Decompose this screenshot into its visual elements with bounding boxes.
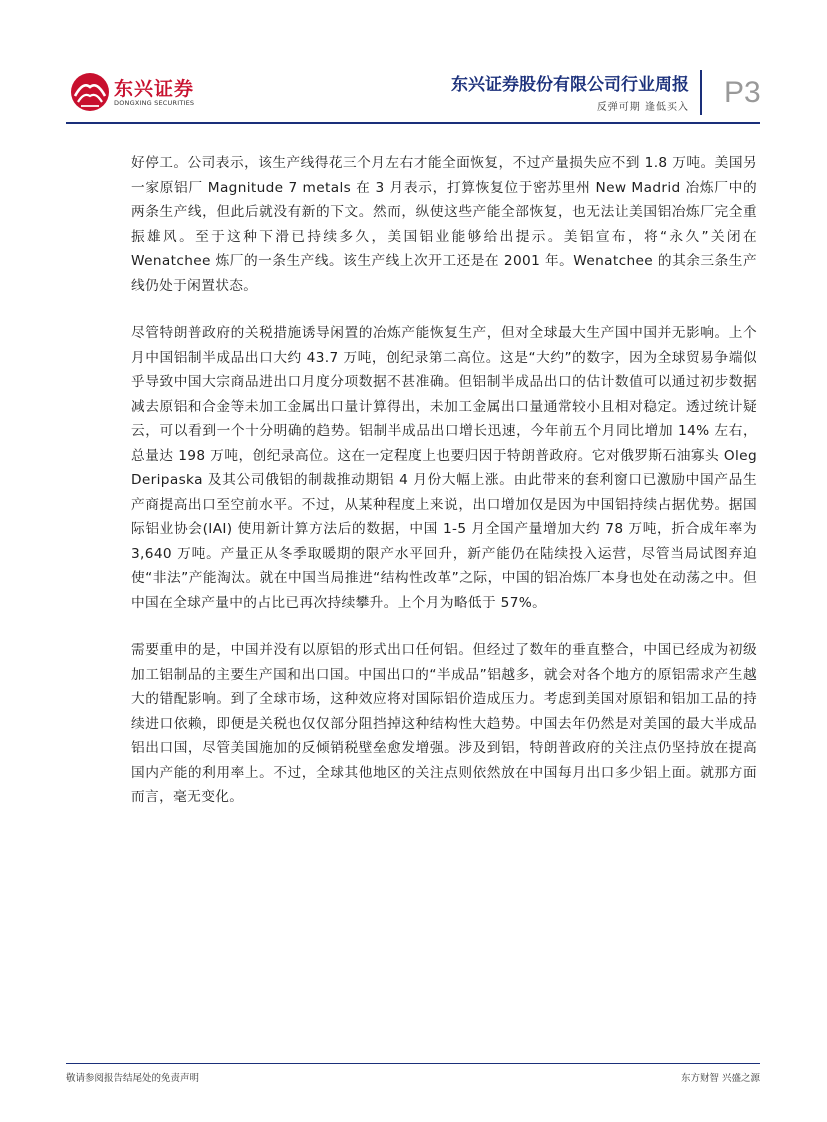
report-body <box>131 151 757 833</box>
report-company-title: 东兴证券股份有限公司行业周报 <box>451 75 689 95</box>
footer-rule <box>66 1063 760 1064</box>
page-header <box>0 0 827 128</box>
header-rule <box>66 122 760 124</box>
page-number: P3 <box>724 76 761 109</box>
logo-text-en: DONGXING SECURITIES <box>114 99 195 107</box>
body-paragraph-2: 尽管特朗普政府的关税措施诱导闲置的冶炼产能恢复生产，但对全球最大生产国中国并无影响。上个月中国铝制半成品出口大约 43.7 万吨，创纪录第二高位。这是“大约”的数字，因为全球贸易争端似乎导致中国大宗商品进出口月度分项数据不甚准确。但铝制半成品出口的估计数值可以通过初步数据减去原铝和合金等未加工金属出口量计算得出，未加工金属出口量通常较小且相对稳定。透过统计疑云，可以看到一个十分明确的趋势。铝制半成品出口增长迅速，今年前五个月同比增加 14% 左右，总量达 198 万吨，创纪录高位。这在一定程度上也要归因于特朗普政府。它对俄罗斯石油寡头 Oleg Deripaska 及其公司俄铝的制裁推动期铝 4 月份大幅上涨。由此带来的套利窗口已激励中国产品生产商提高出口至空前水平。不过，从某种程度上来说，出口增加仅是因为中国铝持续占据优势。据国际铝业协会(IAI) 使用新计算方法后的数据，中国 1-5 月全国产量增加大约 78 万吨，折合成年率为 3,640 万吨。产量正从冬季取暖期的限产水平回升，新产能仍在陆续投入运营，尽管当局试图弃迫使“非法”产能淘汰。就在中国当局推进“结构性改革”之际，中国的铝冶炼厂本身也处在动荡之中。但中国在全球产量中的占比已再次持续攀升。上个月为略低于 57%。 <box>131 325 757 611</box>
logo-emblem-icon <box>70 72 110 112</box>
body-paragraph-3: 需要重申的是，中国并没有以原铝的形式出口任何铝。但经过了数年的垂直整合，中国已经成为初级加工铝制品的主要生产国和出口国。中国出口的“半成品”铝越多，就会对各个地方的原铝需求产生越大的错配影响。到了全球市场，这种效应将对国际铝价造成压力。考虑到美国对原铝和铝加工品的持续进口依赖，即便是关税也仅仅部分阻挡掉这种结构性大趋势。中国去年仍然是对美国的最大半成品铝出口国，尽管美国施加的反倾销税壁垒愈发增强。涉及到铝，特朗普政府的关注点仍坚持放在提高国内产能的利用率上。不过，全球其他地区的关注点则依然放在中国每月出口多少铝上面。就那方面而言，毫无变化。 <box>131 642 757 805</box>
logo-text-cn: 东兴证券 <box>114 78 195 100</box>
header-divider <box>700 70 702 115</box>
footer-disclaimer-note: 敬请参阅报告结尾处的免责声明 <box>66 1073 200 1084</box>
footer-slogan: 东方财智 兴盛之源 <box>680 1073 760 1084</box>
report-subtitle: 反弹可期 逢低买入 <box>596 102 689 113</box>
company-logo <box>70 72 230 116</box>
body-paragraph-1: 好停工。公司表示，该生产线得花三个月左右才能全面恢复，不过产量损失应不到 1.8 万吨。美国另一家原铝厂 Magnitude 7 metals 在 3 月表示，打算恢复位于密苏里州 New Madrid 冶炼厂中的两条生产线，但此后就没有新的下文。然而，纵使这些产能全部恢复，也无法让美国铝冶炼厂完全重振雄风。至于这种下滑已持续多久，美国铝业能够给出提示。美铝宣布，将“永久”关闭在 Wenatchee 炼厂的一条生产线。该生产线上次开工还是在 2001 年。Wenatchee 的其余三条生产线仍处于闲置状态。 <box>131 155 757 294</box>
